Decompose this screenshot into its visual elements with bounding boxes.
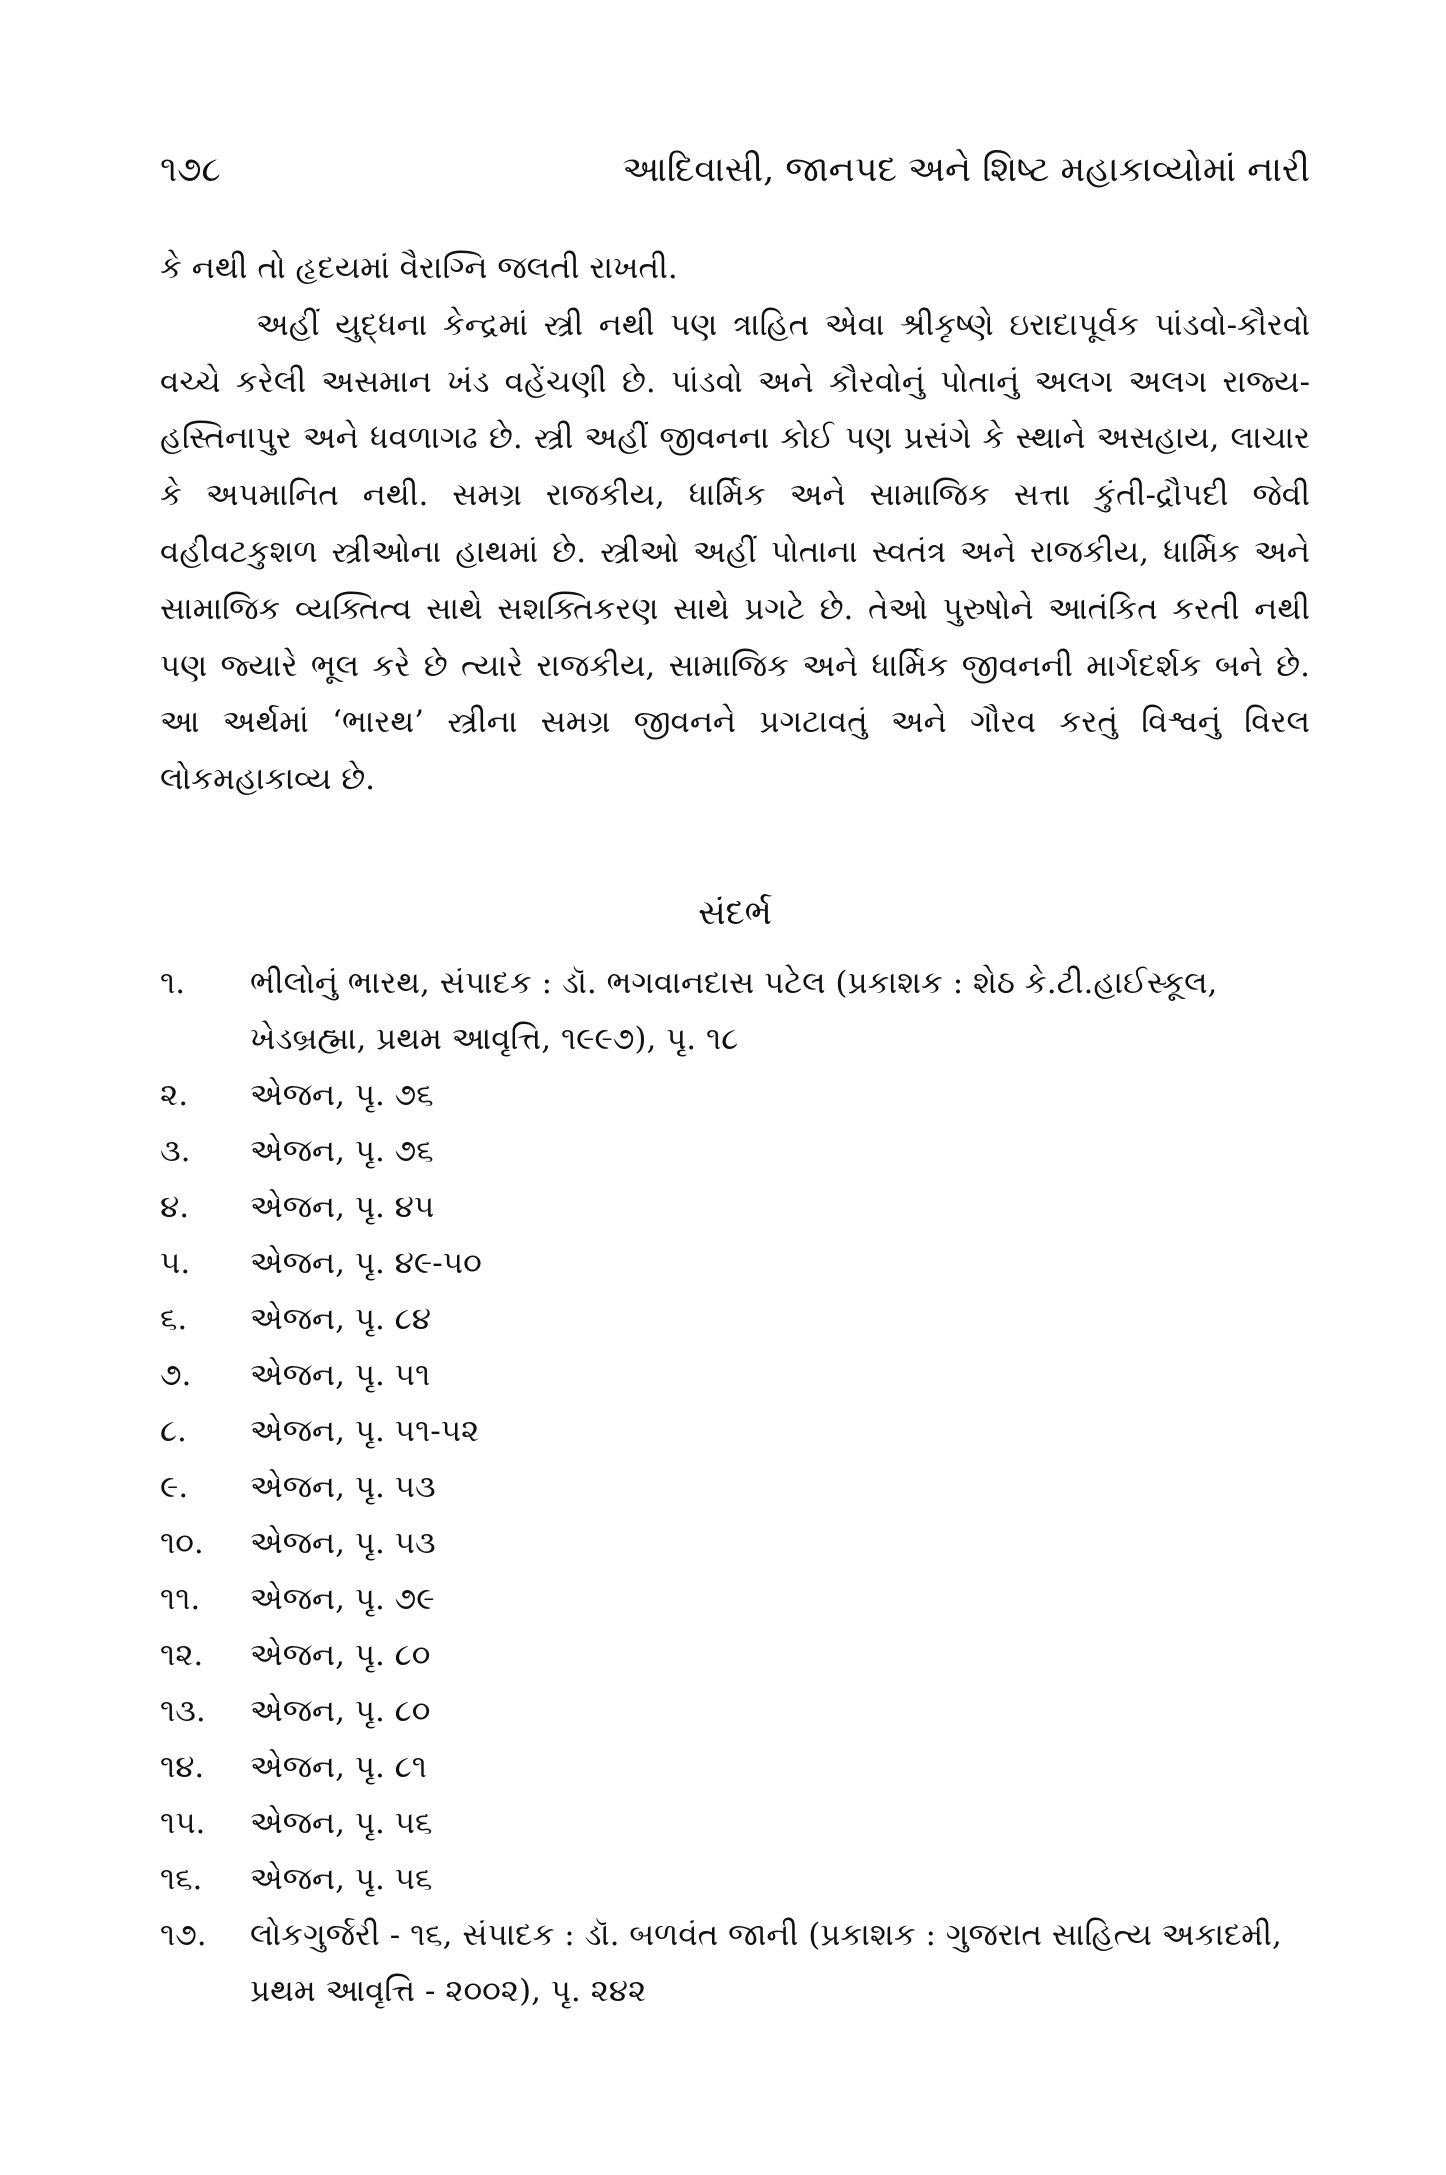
reference-text: એજન, પૃ. ૫૧ — [250, 1357, 431, 1393]
reference-text: એજન, પૃ. ૪૯-૫૦ — [250, 1245, 482, 1281]
reference-item — [160, 1347, 1310, 1403]
reference-number: ૧૦. — [160, 1525, 204, 1561]
reference-text: એજન, પૃ. ૭૬ — [250, 1077, 434, 1113]
reference-item — [160, 1739, 1310, 1795]
reference-number: ૭. — [160, 1357, 192, 1393]
reference-item — [160, 1067, 1310, 1123]
reference-number: ૫. — [160, 1245, 191, 1281]
reference-text: એજન, પૃ. ૪૫ — [250, 1189, 435, 1225]
reference-item — [160, 955, 1310, 1067]
reference-text: એજન, પૃ. ૮૦ — [250, 1637, 431, 1673]
reference-number: ૩. — [160, 1133, 191, 1169]
continuation-line: કે નથી તો હૃદયમાં વૈરાગ્નિ જલતી રાખતી. — [160, 250, 678, 286]
running-header — [160, 140, 1310, 200]
reference-item — [160, 1179, 1310, 1235]
references-heading: સંદર્ભ — [698, 893, 772, 933]
reference-number: ૮. — [160, 1413, 187, 1449]
body-text — [160, 240, 1310, 808]
reference-number: ૧૩. — [160, 1693, 206, 1729]
reference-number: ૯. — [160, 1469, 189, 1505]
reference-number: ૧. — [160, 965, 186, 1001]
reference-text: લોકગુર્જરી - ૧૬, સંપાદક : ડૉ. બળવંત જાની (પ્રકાશક : ગુજરાત સાહિત્ય અકાદમી, પ્રથમ આવૃત્તિ - ૨૦૦૨), પૃ. ૨૪૨ — [250, 1917, 1282, 2009]
reference-item — [160, 1459, 1310, 1515]
references-list — [160, 955, 1310, 2019]
reference-text: એજન, પૃ. ૫૩ — [250, 1469, 436, 1505]
reference-item — [160, 1851, 1310, 1907]
reference-item — [160, 1795, 1310, 1851]
reference-item — [160, 1235, 1310, 1291]
reference-number: ૧૫. — [160, 1805, 206, 1841]
reference-text: એજન, પૃ. ૫૬ — [250, 1805, 433, 1841]
reference-number: ૬. — [160, 1301, 188, 1337]
reference-item — [160, 1907, 1310, 2019]
reference-item — [160, 1627, 1310, 1683]
reference-text: એજન, પૃ. ૭૬ — [250, 1133, 434, 1169]
reference-number: ૧૪. — [160, 1749, 205, 1785]
reference-number: ૧૭. — [160, 1917, 207, 1953]
reference-text: ભીલોનું ભારથ, સંપાદક : ડૉ. ભગવાનદાસ પટેલ (પ્રકાશક : શેઠ કે.ટી.હાઈસ્કૂલ, ખેડબ્રહ્મા, પ્રથમ આવૃત્તિ, ૧૯૯૭), પૃ. ૧૮ — [250, 965, 1218, 1057]
reference-text: એજન, પૃ. ૮૦ — [250, 1693, 431, 1729]
reference-number: ૪. — [160, 1189, 190, 1225]
reference-item — [160, 1683, 1310, 1739]
page-number: ૧૭૮ — [160, 150, 221, 190]
reference-text: એજન, પૃ. ૫૩ — [250, 1525, 436, 1561]
reference-text: એજન, પૃ. ૮૧ — [250, 1749, 427, 1785]
reference-text: એજન, પૃ. ૭૯ — [250, 1581, 435, 1617]
reference-number: ૧૧. — [160, 1581, 201, 1617]
reference-text: એજન, પૃ. ૫૬ — [250, 1861, 433, 1897]
reference-number: ૨. — [160, 1077, 189, 1113]
running-title: આદિવાસી, જાનપદ અને શિષ્ટ મહાકાવ્યોમાં નારી — [622, 150, 1310, 190]
reference-text: એજન, પૃ. ૫૧-૫૨ — [250, 1413, 480, 1449]
reference-text: એજન, પૃ. ૮૪ — [250, 1301, 431, 1337]
reference-item — [160, 1515, 1310, 1571]
reference-number: ૧૨. — [160, 1637, 204, 1673]
reference-item — [160, 1571, 1310, 1627]
reference-item — [160, 1291, 1310, 1347]
body-paragraph: અહીં યુદ્ધના કેન્દ્રમાં સ્ત્રી નથી પણ ત્રાહિત એવા શ્રીકૃષ્ણે ઇરાદાપૂર્વક પાંડવો-કૌરવો વચ્ચે કરેલી અસમાન ખંડ વહેંચણી છે. પાંડવો અને કૌરવોનું પોતાનું અલગ અલગ રાજ્ય-હસ્તિનાપુર અને ધવળાગઢ છે. સ્ત્રી અહીં જીવનના કોઈ પણ પ્રસંગે કે સ્થાને અસહાય, લાચાર કે અપમાનિત નથી. સમગ્ર રાજકીય, ધાર્મિક અને સામાજિક સત્તા કુંતી-દ્રૌપદી જેવી વહીવટકુશળ સ્ત્રીઓના હાથમાં છે. સ્ત્રીઓ અહીં પોતાના સ્વતંત્ર અને રાજકીય, ધાર્મિક અને સામાજિક વ્યક્તિત્વ સાથે સશક્તિકરણ સાથે પ્રગટે છે. તેઓ પુરુષોને આતંકિત કરતી નથી પણ જ્યારે ભૂલ કરે છે ત્યારે રાજકીય, સામાજિક અને ધાર્મિક જીવનની માર્ગદર્શક બને છે. આ અર્થમાં ‘ભારથ’ સ્ત્રીના સમગ્ર જીવનને પ્રગટાવતું અને ગૌરવ કરતું વિશ્વનું વિરલ લોકમહાકાવ્ય છે. — [160, 306, 1310, 798]
reference-item — [160, 1403, 1310, 1459]
reference-item — [160, 1123, 1310, 1179]
reference-number: ૧૬. — [160, 1861, 203, 1897]
